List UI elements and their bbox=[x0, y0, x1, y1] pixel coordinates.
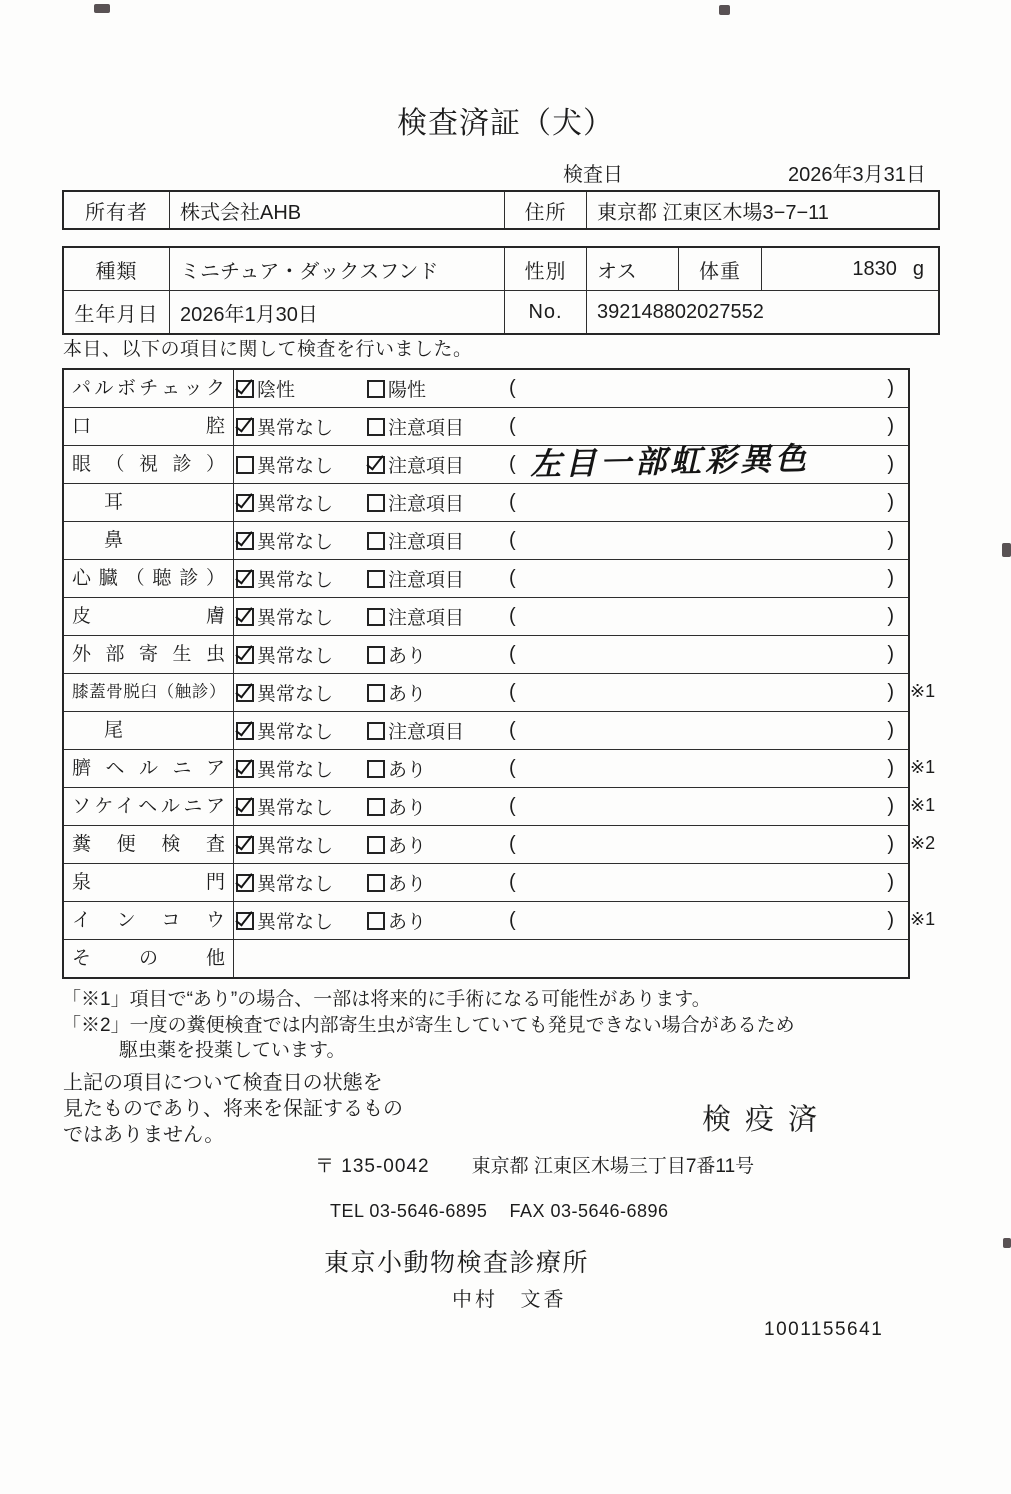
paren-open: ( bbox=[509, 871, 516, 893]
option1-label: 異常なし bbox=[257, 608, 334, 629]
sex-label: 性別 bbox=[505, 248, 587, 290]
option2-label: あり bbox=[388, 760, 427, 781]
checkbox-icon bbox=[236, 570, 254, 588]
breed-value: ミニチュア・ダックスフンド bbox=[170, 248, 505, 290]
checkbox-icon bbox=[367, 684, 385, 702]
owner-label: 所有者 bbox=[64, 192, 170, 228]
address-label: 住所 bbox=[505, 192, 587, 228]
clinic-name: 東京小動物検査診療所 bbox=[324, 1249, 590, 1277]
address-value: 東京都 江東区木場3−7−11 bbox=[597, 201, 829, 224]
check-item-label: 膝蓋骨脱臼（触診） bbox=[64, 674, 234, 711]
check-item-label: 心臓（聴診） bbox=[64, 560, 234, 597]
check-row-nose bbox=[64, 522, 908, 560]
inspection-checklist-table bbox=[62, 368, 936, 979]
id-number-value: 392148802027552 bbox=[597, 300, 764, 323]
checkbox-icon bbox=[236, 646, 254, 664]
option2-label: 注意項目 bbox=[388, 494, 465, 515]
footnote-1: 「※1」項目で“あり”の場合、一部は将来的に手術になる可能性があります。 bbox=[62, 989, 711, 1010]
paren-close: ) bbox=[887, 529, 894, 551]
checkbox-icon bbox=[236, 380, 254, 398]
paren-open: ( bbox=[509, 833, 516, 855]
checkbox-icon bbox=[367, 760, 385, 778]
postal-code: 〒 135-0042 bbox=[315, 1156, 430, 1177]
checkbox-icon bbox=[236, 418, 254, 436]
paren-close: ) bbox=[887, 909, 894, 931]
document-title: 検査済証（犬） bbox=[397, 107, 614, 140]
check-row-patella bbox=[64, 674, 936, 712]
veterinarian-name: 中村 文香 bbox=[452, 1289, 567, 1311]
check-item-label: 皮膚 bbox=[64, 598, 234, 635]
check-item-label: 眼（視診） bbox=[64, 446, 234, 483]
sex-value: オス bbox=[587, 248, 679, 290]
checkbox-icon bbox=[367, 836, 385, 854]
option2-label: 注意項目 bbox=[388, 418, 465, 439]
checkbox-icon bbox=[367, 532, 385, 550]
checkbox-icon bbox=[236, 722, 254, 740]
paren-close: ) bbox=[887, 757, 894, 779]
footnote-ref: ※1 bbox=[910, 909, 936, 929]
footnote-ref: ※1 bbox=[910, 757, 936, 777]
check-row-external-parasites bbox=[64, 636, 908, 674]
check-row-heart bbox=[64, 560, 908, 598]
paren-open: ( bbox=[509, 681, 516, 703]
checkbox-icon bbox=[236, 608, 254, 626]
disclaimer-line: 見たものであり、将来を保証するもの bbox=[63, 1098, 403, 1120]
document-serial-number: 1001155641 bbox=[764, 1319, 884, 1340]
check-row-umbilical-hernia bbox=[64, 750, 936, 788]
check-row-fontanelle bbox=[64, 864, 908, 902]
footnote-ref: ※1 bbox=[910, 681, 936, 701]
check-row-tail bbox=[64, 712, 908, 750]
scan-artifact bbox=[719, 5, 730, 15]
intro-text: 本日、以下の項目に関して検査を行いました。 bbox=[63, 339, 473, 360]
paren-open: ( bbox=[509, 909, 516, 931]
option1-label: 異常なし bbox=[257, 646, 334, 667]
paren-open: ( bbox=[509, 795, 516, 817]
check-row-inguinal-hernia bbox=[64, 788, 936, 826]
option1-label: 異常なし bbox=[257, 798, 334, 819]
option1-label: 異常なし bbox=[257, 836, 334, 857]
check-item-label: その他 bbox=[64, 940, 234, 977]
paren-close: ) bbox=[887, 491, 894, 513]
paren-close: ) bbox=[887, 453, 894, 475]
paren-open: ( bbox=[509, 453, 516, 475]
check-item-label: 口腔 bbox=[64, 408, 234, 445]
paren-open: ( bbox=[509, 415, 516, 437]
option2-label: あり bbox=[388, 912, 427, 933]
paren-close: ) bbox=[887, 681, 894, 703]
clinic-fax: FAX 03-5646-6896 bbox=[509, 1201, 669, 1221]
checkbox-icon bbox=[236, 456, 254, 474]
check-item-label: 尾 bbox=[64, 712, 234, 749]
checkbox-icon bbox=[236, 532, 254, 550]
checkbox-icon bbox=[367, 608, 385, 626]
option2-label: 注意項目 bbox=[388, 570, 465, 591]
empty-cell bbox=[234, 940, 908, 977]
check-row-parvo bbox=[64, 370, 908, 408]
clinic-address-line bbox=[315, 1151, 754, 1178]
birthdate-value: 2026年1月30日 bbox=[170, 291, 505, 333]
check-item-label: 外部寄生虫 bbox=[64, 636, 234, 673]
option2-label: あり bbox=[388, 836, 427, 857]
check-item-label: 鼻 bbox=[64, 522, 234, 559]
paren-open: ( bbox=[509, 491, 516, 513]
quarantine-passed-stamp: 検疫済 bbox=[702, 1104, 832, 1136]
checkbox-icon bbox=[367, 722, 385, 740]
check-row-inkou bbox=[64, 902, 936, 940]
checkbox-icon bbox=[367, 646, 385, 664]
footnote-2: 「※2」一度の糞便検査では内部寄生虫が寄生していても発見できない場合があるため bbox=[62, 1014, 795, 1036]
checkbox-icon bbox=[236, 836, 254, 854]
option2-label: あり bbox=[388, 646, 427, 667]
paren-open: ( bbox=[509, 719, 516, 741]
checkbox-icon bbox=[367, 570, 385, 588]
scan-artifact bbox=[1003, 1238, 1011, 1248]
footnote-ref: ※2 bbox=[910, 833, 936, 853]
checkbox-icon bbox=[367, 380, 385, 398]
option2-label: 注意項目 bbox=[388, 456, 465, 477]
breed-label: 種類 bbox=[64, 248, 170, 290]
clinic-tel: TEL 03-5646-6895 bbox=[330, 1201, 488, 1221]
checkbox-icon bbox=[236, 684, 254, 702]
paren-close: ) bbox=[887, 605, 894, 627]
owner-info-table bbox=[62, 190, 940, 230]
checkbox-icon bbox=[236, 798, 254, 816]
option1-label: 陰性 bbox=[257, 380, 296, 401]
weight-number: 1830 bbox=[852, 257, 897, 280]
option1-label: 異常なし bbox=[257, 494, 334, 515]
check-item-label: 耳 bbox=[64, 484, 234, 521]
option1-label: 異常なし bbox=[257, 722, 334, 743]
paren-open: ( bbox=[509, 377, 516, 399]
disclaimer-line: ではありません。 bbox=[63, 1124, 225, 1146]
weight-unit: g bbox=[912, 257, 924, 280]
paren-open: ( bbox=[509, 605, 516, 627]
paren-open: ( bbox=[509, 529, 516, 551]
check-item-label: ソケイヘルニア bbox=[64, 788, 234, 825]
paren-open: ( bbox=[509, 757, 516, 779]
pet-info-table bbox=[62, 246, 940, 335]
footnotes bbox=[62, 987, 795, 1064]
footnote-2-cont: 駆虫薬を投薬しています。 bbox=[119, 1040, 346, 1061]
scan-artifact bbox=[1002, 543, 1011, 557]
option2-label: あり bbox=[388, 874, 427, 895]
option2-label: あり bbox=[388, 798, 427, 819]
paren-close: ) bbox=[887, 871, 894, 893]
check-row-skin bbox=[64, 598, 908, 636]
footnote-ref: ※1 bbox=[910, 795, 936, 815]
check-row-fecal-exam bbox=[64, 826, 936, 864]
checkbox-icon bbox=[236, 874, 254, 892]
paren-close: ) bbox=[887, 833, 894, 855]
option1-label: 異常なし bbox=[257, 874, 334, 895]
checkbox-icon bbox=[367, 798, 385, 816]
option2-label: あり bbox=[388, 684, 427, 705]
checkbox-icon bbox=[236, 912, 254, 930]
check-item-label: 臍ヘルニア bbox=[64, 750, 234, 787]
check-item-label: インコウ bbox=[64, 902, 234, 939]
disclaimer-line: 上記の項目について検査日の状態を bbox=[63, 1072, 383, 1094]
option1-label: 異常なし bbox=[257, 684, 334, 705]
checkbox-icon bbox=[367, 874, 385, 892]
paren-close: ) bbox=[887, 643, 894, 665]
check-item-label: 糞便検査 bbox=[64, 826, 234, 863]
option1-label: 異常なし bbox=[257, 532, 334, 553]
checkbox-icon bbox=[236, 494, 254, 512]
checkbox-icon bbox=[236, 760, 254, 778]
check-row-other bbox=[64, 940, 908, 977]
id-number-label: No. bbox=[505, 291, 587, 333]
weight-label: 体重 bbox=[679, 248, 762, 290]
paren-open: ( bbox=[509, 643, 516, 665]
checkbox-icon bbox=[367, 456, 385, 474]
option2-label: 注意項目 bbox=[388, 532, 465, 553]
birthdate-label: 生年月日 bbox=[64, 291, 170, 333]
option2-label: 注意項目 bbox=[388, 722, 465, 743]
checkbox-icon bbox=[367, 912, 385, 930]
checkbox-icon bbox=[367, 418, 385, 436]
paren-close: ) bbox=[887, 567, 894, 589]
check-item-label: 泉門 bbox=[64, 864, 234, 901]
scan-artifact bbox=[94, 4, 110, 13]
check-item-label: パルボチェック bbox=[64, 370, 234, 407]
paren-open: ( bbox=[509, 567, 516, 589]
paren-close: ) bbox=[887, 377, 894, 399]
option2-label: 注意項目 bbox=[388, 608, 465, 629]
option1-label: 異常なし bbox=[257, 418, 334, 439]
paren-close: ) bbox=[887, 719, 894, 741]
option1-label: 異常なし bbox=[257, 456, 334, 477]
clinic-contact-line bbox=[330, 1201, 669, 1222]
option1-label: 異常なし bbox=[257, 570, 334, 591]
check-row-eyes bbox=[64, 441, 908, 484]
handwritten-note: 左目一部虹彩異色 bbox=[529, 441, 811, 483]
option1-label: 異常なし bbox=[257, 912, 334, 933]
owner-value: 株式会社AHB bbox=[170, 192, 505, 228]
option1-label: 異常なし bbox=[257, 760, 334, 781]
checkbox-icon bbox=[367, 494, 385, 512]
disclaimer bbox=[63, 1070, 403, 1148]
option2-label: 陽性 bbox=[388, 380, 427, 401]
weight-value bbox=[762, 248, 938, 290]
inspection-date-label: 検査日 bbox=[563, 164, 623, 186]
paren-close: ) bbox=[887, 415, 894, 437]
paren-close: ) bbox=[887, 795, 894, 817]
check-row-ears bbox=[64, 484, 908, 522]
clinic-address: 東京都 江東区木場三丁目7番11号 bbox=[471, 1156, 755, 1177]
inspection-date-value: 2026年3月31日 bbox=[788, 164, 926, 186]
